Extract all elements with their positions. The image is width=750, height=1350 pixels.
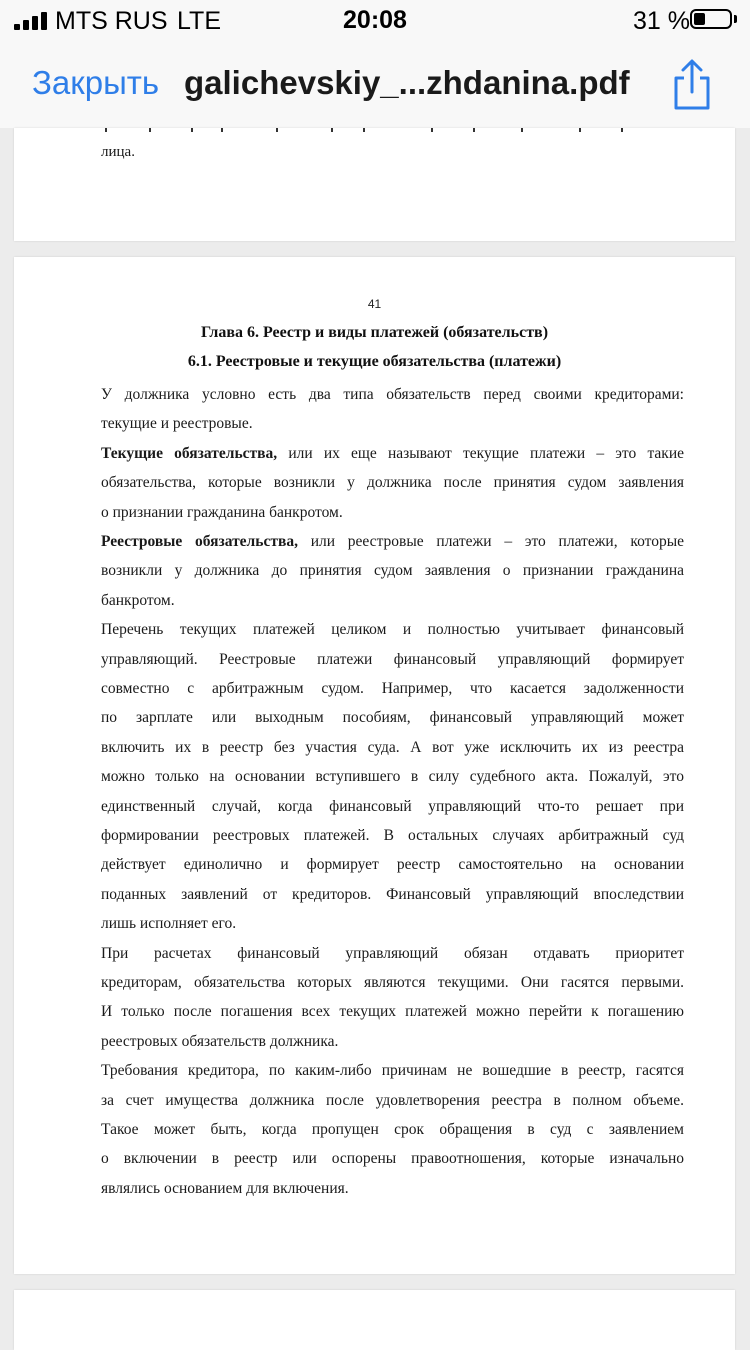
text-line: [101, 854, 684, 876]
nav-bar: [0, 42, 750, 128]
battery-cap: [734, 15, 737, 23]
text-line: [101, 1178, 684, 1200]
line-text: текущие и реестровые.: [101, 415, 253, 433]
text-line: [101, 678, 684, 700]
line-text: за счет имущества должника после удовлетворения реестра в полном объеме.: [101, 1091, 684, 1109]
line-text: Такое может быть, когда пропущен срок обращения в суд с заявлением: [101, 1121, 684, 1138]
text-line: [101, 1031, 684, 1053]
line-text: обязательства, которые возникли у должника после принятия судом заявления: [101, 474, 684, 492]
line-text: кредиторам, обязательства которых являются текущими. Они гасятся первыми.: [101, 974, 684, 991]
battery-percent: 31 %: [633, 7, 690, 35]
line-text: формировании реестровых платежей. В остальных случаях арбитражный суд: [101, 827, 684, 844]
line-text: При расчетах финансовый управляющий обязан отдавать приоритет: [101, 944, 684, 962]
chapter-title: Глава 6. Реестр и виды платежей (обязательств): [200, 324, 549, 341]
cut-off-text-line: [101, 128, 701, 136]
text-line: [101, 413, 684, 435]
text-line: [101, 796, 684, 818]
text-line: [101, 590, 684, 612]
text-line: [101, 1060, 684, 1082]
line-text: по зарплате или выходным пособиям, финансовый управляющий может: [101, 709, 684, 727]
line-text: возникли у должника до принятия судом заявления о признании гражданина: [101, 562, 684, 580]
line-text: или их еще называют текущие платежи – это такие: [277, 444, 684, 462]
line-text: поданных заявлений от кредиторов. Финансовый управляющий впоследствии: [101, 885, 684, 903]
pdf-page: [14, 257, 735, 1274]
text-line: [101, 472, 684, 494]
bold-term: Текущие обязательства,: [101, 444, 278, 462]
bold-term: Реестровые обязательства,: [101, 533, 298, 550]
line-text: И только после погашения всех текущих платежей можно перейти к погашению: [101, 1003, 684, 1021]
section-title: 6.1. Реестровые и текущие обязательства (платежи): [187, 353, 562, 370]
line-text: единственный случай, когда финансовый управляющий что-то решает при: [101, 797, 684, 815]
line-text: управляющий. Реестровые платежи финансовый управляющий формирует: [101, 650, 684, 668]
share-button[interactable]: [664, 56, 720, 112]
line-text: совместно с арбитражным судом. Например, что касается задолженности: [101, 680, 684, 697]
pdf-page-next: [14, 1290, 735, 1350]
close-button[interactable]: Закрыть: [32, 64, 160, 101]
document-title: galichevskiy_...zhdanina.pdf: [184, 64, 630, 101]
text-line: [101, 913, 684, 935]
line-text: Требования кредитора, по каким-либо причинам не вошедшие в реестр, гасятся: [101, 1062, 684, 1080]
line-text: о включении в реестр или оспорены правоотношения, которые изначально: [101, 1150, 684, 1168]
text-line: [101, 1001, 684, 1023]
page-number: 41: [367, 297, 382, 311]
share-icon: [664, 56, 720, 112]
text-line: [101, 737, 684, 759]
text-line: [101, 1119, 684, 1141]
text-line: [101, 972, 684, 994]
carrier-name: MTS RUS: [55, 7, 168, 35]
battery-fill: [694, 13, 705, 25]
line-text: банкротом.: [101, 591, 175, 609]
text-line: [101, 1148, 684, 1170]
line-text: являлись основанием для включения.: [101, 1179, 349, 1197]
line-text: реестровых обязательств должника.: [101, 1032, 339, 1050]
text-line: [101, 943, 684, 965]
line-text: о признании гражданина банкротом.: [101, 503, 343, 521]
text-line: [101, 443, 684, 465]
text-line: [101, 384, 684, 406]
pdf-page-previous: [14, 128, 735, 241]
text-line: [101, 1090, 684, 1112]
text-line: [101, 707, 684, 729]
clock: 20:08: [343, 6, 407, 34]
text-line: [101, 766, 684, 788]
line-text: действует единолично и формирует реестр самостоятельно на основании: [101, 856, 684, 874]
line-text: Перечень текущих платежей целиком и полностью учитывает финансовый: [101, 621, 684, 639]
battery-icon: [690, 9, 732, 29]
text-line: [101, 649, 684, 671]
previous-page-last-line: лица.: [101, 144, 135, 160]
line-text: У должника условно есть два типа обязательств перед своими кредиторами:: [101, 386, 684, 403]
network-type: LTE: [177, 7, 221, 35]
line-text: лишь исполняет его.: [101, 915, 237, 933]
line-text: или реестровые платежи – это платежи, которые: [297, 533, 684, 550]
text-line: [101, 531, 684, 553]
line-text: включить их в реестр без участия суда. А вот уже исключить их из реестра: [101, 738, 684, 756]
status-bar: [0, 0, 750, 42]
text-line: [101, 825, 684, 847]
text-line: [101, 502, 684, 524]
text-line: [101, 619, 684, 641]
text-line: [101, 560, 684, 582]
text-line: [101, 884, 684, 906]
line-text: можно только на основании вступившего в силу судебного акта. Пожалуй, это: [101, 768, 684, 786]
